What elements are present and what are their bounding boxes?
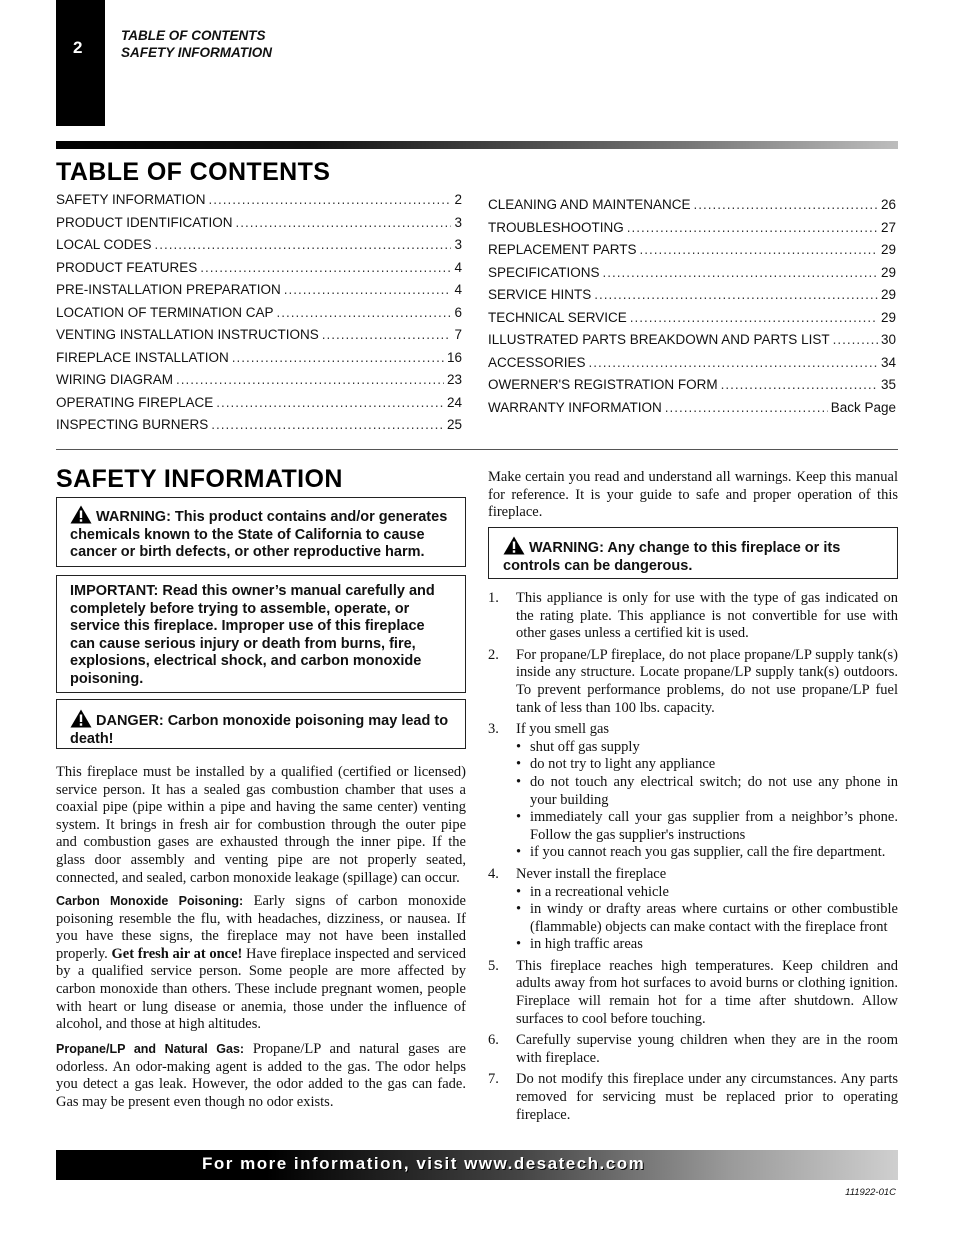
toc-entry-page: 6 — [454, 304, 462, 320]
toc-leader-dots — [236, 215, 452, 230]
fresh-air-emphasis: Get fresh air at once! — [111, 945, 243, 962]
toc-entry-page: 34 — [880, 354, 896, 370]
bullet-text: shut off gas supply — [530, 738, 640, 755]
item-body — [516, 721, 898, 862]
bullet-dot: • — [516, 901, 522, 918]
toc-leader-dots — [211, 417, 444, 432]
running-header-line2: SAFETY INFORMATION — [121, 45, 272, 60]
toc-entry-page: Back Page — [830, 399, 896, 415]
toc-entry-label: FIREPLACE INSTALLATION — [56, 349, 229, 365]
bullet-item — [516, 936, 898, 954]
toc-entry — [488, 242, 896, 265]
right-intro-paragraph: Make certain you read and understand all warnings. Keep this manual for reference. It is your guide to safe and proper operation of this fireplace. — [488, 469, 898, 521]
bullet-dot: • — [516, 936, 522, 953]
toc-entry-page: 7 — [454, 327, 462, 342]
footer-banner-text: For more information, visit www.desatech.com — [202, 1154, 646, 1173]
toc-leader-dots — [176, 372, 444, 387]
toc-entry — [56, 215, 462, 238]
toc-leader-dots — [694, 197, 878, 212]
toc-leader-dots — [603, 265, 878, 280]
page-number-tab — [56, 0, 105, 126]
toc-entry-page: 2 — [454, 192, 462, 207]
toc-entry-page: 16 — [446, 349, 462, 365]
california-warning-box — [56, 497, 466, 567]
toc-entry — [488, 197, 896, 220]
toc-entry-page: 29 — [880, 264, 896, 280]
toc-entry-label: SAFETY INFORMATION — [56, 192, 206, 207]
toc-entry — [56, 260, 462, 283]
bullet-dot: • — [516, 809, 522, 826]
toc-entry-page: 35 — [880, 377, 896, 392]
toc-entry-label: INSPECTING BURNERS — [56, 417, 209, 432]
numbered-item — [488, 721, 898, 862]
toc-entry-page: 29 — [880, 242, 896, 257]
toc-entry — [56, 305, 462, 328]
bullet-item — [516, 774, 898, 809]
toc-entry-label: LOCATION OF TERMINATION CAP — [56, 304, 274, 320]
toc-entry — [56, 327, 462, 350]
bullet-text: do not try to light any appliance — [530, 756, 716, 773]
top-gradient-rule — [56, 141, 898, 149]
danger-text: DANGER: Carbon monoxide poisoning may lead to death! — [70, 713, 449, 747]
bullet-dot: • — [516, 773, 522, 790]
numbered-item — [488, 590, 898, 643]
toc-entry-page: 3 — [454, 214, 462, 230]
bullet-item — [516, 884, 898, 902]
numbered-item — [488, 1032, 898, 1067]
toc-entry-page: 29 — [880, 309, 896, 325]
bullet-text: in high traffic areas — [530, 936, 643, 953]
toc-entry-label: OPERATING FIREPLACE — [56, 394, 214, 410]
toc-leader-dots — [594, 287, 878, 302]
item-number: 7. — [488, 1071, 499, 1088]
toc-entry-page: 29 — [880, 287, 896, 302]
item-body — [516, 1032, 898, 1067]
item-number: 5. — [488, 957, 499, 974]
toc-entry-page: 4 — [454, 259, 462, 275]
item-body — [516, 958, 898, 1028]
toc-entry — [56, 282, 462, 305]
bullet-item — [516, 901, 898, 936]
safety-title: SAFETY INFORMATION — [56, 465, 343, 493]
toc-left-column — [56, 192, 462, 440]
bullet-item — [516, 756, 898, 774]
item-number: 2. — [488, 646, 499, 663]
carbon-monoxide-heading: Carbon Monoxide Poisoning: — [56, 894, 244, 908]
toc-entry — [488, 377, 896, 400]
item-text: Carefully supervise young children when they are in the room with fireplace. — [516, 1032, 898, 1066]
toc-entry-page: 30 — [880, 332, 896, 347]
item-body — [516, 866, 898, 954]
toc-entry-page: 4 — [454, 282, 462, 297]
toc-entry-label: LOCAL CODES — [56, 237, 152, 252]
warning-triangle-icon — [503, 536, 525, 555]
warning-triangle-icon — [70, 505, 92, 524]
toc-entry-page: 27 — [880, 219, 896, 235]
toc-entry — [56, 395, 462, 418]
important-text: IMPORTANT: Read this owner’s manual carefully and completely before trying to assemble, operate, or service this fireplace. Improper use of this fireplace can cause serious injury or death from burns, fire, explosions, electrical shock, and carbon monoxide poisoning. — [70, 583, 435, 687]
toc-right-column — [488, 197, 896, 422]
bullet-dot: • — [516, 883, 522, 900]
modification-warning-box — [488, 527, 898, 579]
danger-box — [56, 699, 466, 749]
toc-leader-dots — [640, 242, 878, 257]
toc-entry-page: 26 — [880, 197, 896, 212]
warning-triangle-icon — [70, 709, 92, 728]
item-number: 6. — [488, 1032, 499, 1049]
toc-entry-label: OWERNER'S REGISTRATION FORM — [488, 377, 718, 392]
item-text: Do not modify this fireplace under any circumstances. Any parts removed for servicing must be replaced prior to operating fireplace. — [516, 1071, 898, 1123]
toc-entry-label: ILLUSTRATED PARTS BREAKDOWN AND PARTS LIST — [488, 332, 830, 347]
numbered-item — [488, 647, 898, 717]
toc-leader-dots — [216, 395, 444, 410]
toc-leader-dots — [322, 327, 452, 342]
bullet-dot: • — [516, 844, 522, 861]
page-number: 2 — [73, 38, 83, 57]
toc-title: TABLE OF CONTENTS — [56, 158, 331, 186]
toc-entry — [488, 220, 896, 243]
safety-numbered-list — [488, 590, 898, 1128]
bullet-text: if you cannot reach you gas supplier, call the fire department. — [530, 844, 886, 861]
toc-leader-dots — [209, 192, 452, 207]
bullet-text: in a recreational vehicle — [530, 883, 669, 900]
item-text: Never install the fireplace — [516, 865, 667, 882]
important-box — [56, 575, 466, 693]
toc-entry-label: SERVICE HINTS — [488, 287, 592, 302]
toc-leader-dots — [284, 282, 452, 297]
toc-entry-label: ACCESSORIES — [488, 354, 586, 370]
toc-entry — [56, 372, 462, 395]
bullet-item — [516, 844, 898, 862]
item-text: This fireplace reaches high temperatures. Keep children and adults away from hot surfaces to avoid burns or clothing ignition. Fireplace will remain hot for a time after shutdown. Allow surfaces to cool before touching. — [516, 957, 898, 1027]
toc-entry-label: PRE-INSTALLATION PREPARATION — [56, 282, 281, 297]
item-body — [516, 1071, 898, 1124]
item-text: For propane/LP fireplace, do not place propane/LP supply tank(s) inside any structure. Locate propane/LP supply tank(s) outdoors. To prevent performance problems, do not use propane/LP fuel tank of less than 100 lbs. capacity. — [516, 646, 898, 716]
toc-entry — [488, 265, 896, 288]
item-text: This appliance is only for use with the type of gas indicated on the rating plate. This appliance is not convertible for use with other gases unless a certified kit is used. — [516, 590, 898, 642]
toc-entry-page: 24 — [446, 394, 462, 410]
item-body — [516, 647, 898, 717]
toc-entry — [488, 287, 896, 310]
item-text: If you smell gas — [516, 721, 610, 738]
toc-leader-dots — [232, 350, 444, 365]
toc-entry — [488, 400, 896, 423]
toc-leader-dots — [200, 260, 451, 275]
modification-warning-text: WARNING: Any change to this fireplace or its controls can be dangerous. — [503, 540, 841, 574]
california-warning-text: WARNING: This product contains and/or generates chemicals known to the State of California to cause cancer or birth defects, or other reproductive harm. — [70, 509, 448, 560]
toc-entry-label: CLEANING AND MAINTENANCE — [488, 197, 691, 212]
numbered-item — [488, 1071, 898, 1124]
toc-entry — [488, 355, 896, 378]
running-header — [121, 27, 272, 61]
toc-entry-label: SPECIFICATIONS — [488, 264, 600, 280]
toc-entry-label: TROUBLESHOOTING — [488, 219, 624, 235]
toc-entry-label: REPLACEMENT PARTS — [488, 242, 637, 257]
running-header-line1: TABLE OF CONTENTS — [121, 28, 266, 43]
item-number: 1. — [488, 590, 499, 606]
numbered-item — [488, 958, 898, 1028]
toc-entry-label: PRODUCT IDENTIFICATION — [56, 214, 233, 230]
toc-leader-dots — [589, 355, 878, 370]
bullet-text: do not touch any electrical switch; do not use any phone in your building — [530, 773, 898, 808]
toc-leader-dots — [627, 220, 878, 235]
toc-entry-label: WIRING DIAGRAM — [56, 372, 173, 387]
gas-paragraph: Propane/LP and Natural Gas: Propane/LP and natural gases are odorless. An odor-making agent is added to the gas. The odor helps you detect a gas leak. However, the odor added to the gas can fade. Gas may be present even though no odor exists. — [56, 1041, 466, 1110]
toc-entry-label: VENTING INSTALLATION INSTRUCTIONS — [56, 327, 319, 342]
toc-entry-page: 25 — [446, 417, 462, 432]
item-body — [516, 590, 898, 643]
bullet-item — [516, 739, 898, 757]
bullet-text: in windy or drafty areas where curtains or other combustible (flammable) objects can make contact with the fireplace front — [530, 901, 898, 935]
bullet-dot: • — [516, 738, 522, 755]
footer-banner — [56, 1150, 898, 1180]
bullet-dot: • — [516, 756, 522, 773]
toc-leader-dots — [665, 400, 828, 415]
toc-entry-label: PRODUCT FEATURES — [56, 259, 198, 275]
toc-entry — [488, 332, 896, 355]
toc-entry-label: TECHNICAL SERVICE — [488, 309, 627, 325]
toc-leader-dots — [630, 310, 878, 325]
toc-leader-dots — [155, 237, 452, 252]
section-divider — [56, 449, 898, 450]
toc-entry — [56, 350, 462, 373]
toc-entry-page: 23 — [446, 372, 462, 387]
toc-entry-label: WARRANTY INFORMATION — [488, 399, 662, 415]
item-number: 3. — [488, 721, 499, 738]
toc-entry — [56, 417, 462, 440]
bullet-text: immediately call your gas supplier from a neighbor’s phone. Follow the gas supplier's instructions — [530, 809, 898, 843]
toc-entry-page: 3 — [454, 237, 462, 252]
document-code: 111922-01C — [845, 1187, 896, 1198]
toc-leader-dots — [277, 305, 452, 320]
toc-leader-dots — [721, 377, 878, 392]
carbon-monoxide-paragraph: Carbon Monoxide Poisoning: Early signs of carbon monoxide poisoning resemble the flu, with headaches, dizziness, or nausea. If you have these signs, the fireplace may not have been installed properly. Get fresh air at once! Have fireplace inspected and serviced by a qualified service person. Some people are more affected by carbon monoxide than others. These include pregnant women, people with heart or lung disease or anemia, those under the influence of alcohol, and those at high altitudes. — [56, 893, 466, 1033]
toc-leader-dots — [833, 332, 878, 347]
numbered-item — [488, 866, 898, 954]
gas-heading: Propane/LP and Natural Gas: — [56, 1042, 245, 1056]
toc-entry — [56, 192, 462, 215]
toc-entry — [488, 310, 896, 333]
toc-entry — [56, 237, 462, 260]
intro-paragraph: This fireplace must be installed by a qualified (certified or licensed) service person. It has a sealed gas combustion chamber that uses a coaxial pipe (pipe within a pipe and having the same center) venting system. It brings in fresh air for combustion through the outer pipe and combustion gases are exhausted through the inner pipe. If the glass door assembly and venting pipe are not properly seated, connected, and sealed, carbon monoxide leakage (spillage) can occur. — [56, 764, 466, 886]
bullet-item — [516, 809, 898, 844]
item-number: 4. — [488, 865, 499, 882]
